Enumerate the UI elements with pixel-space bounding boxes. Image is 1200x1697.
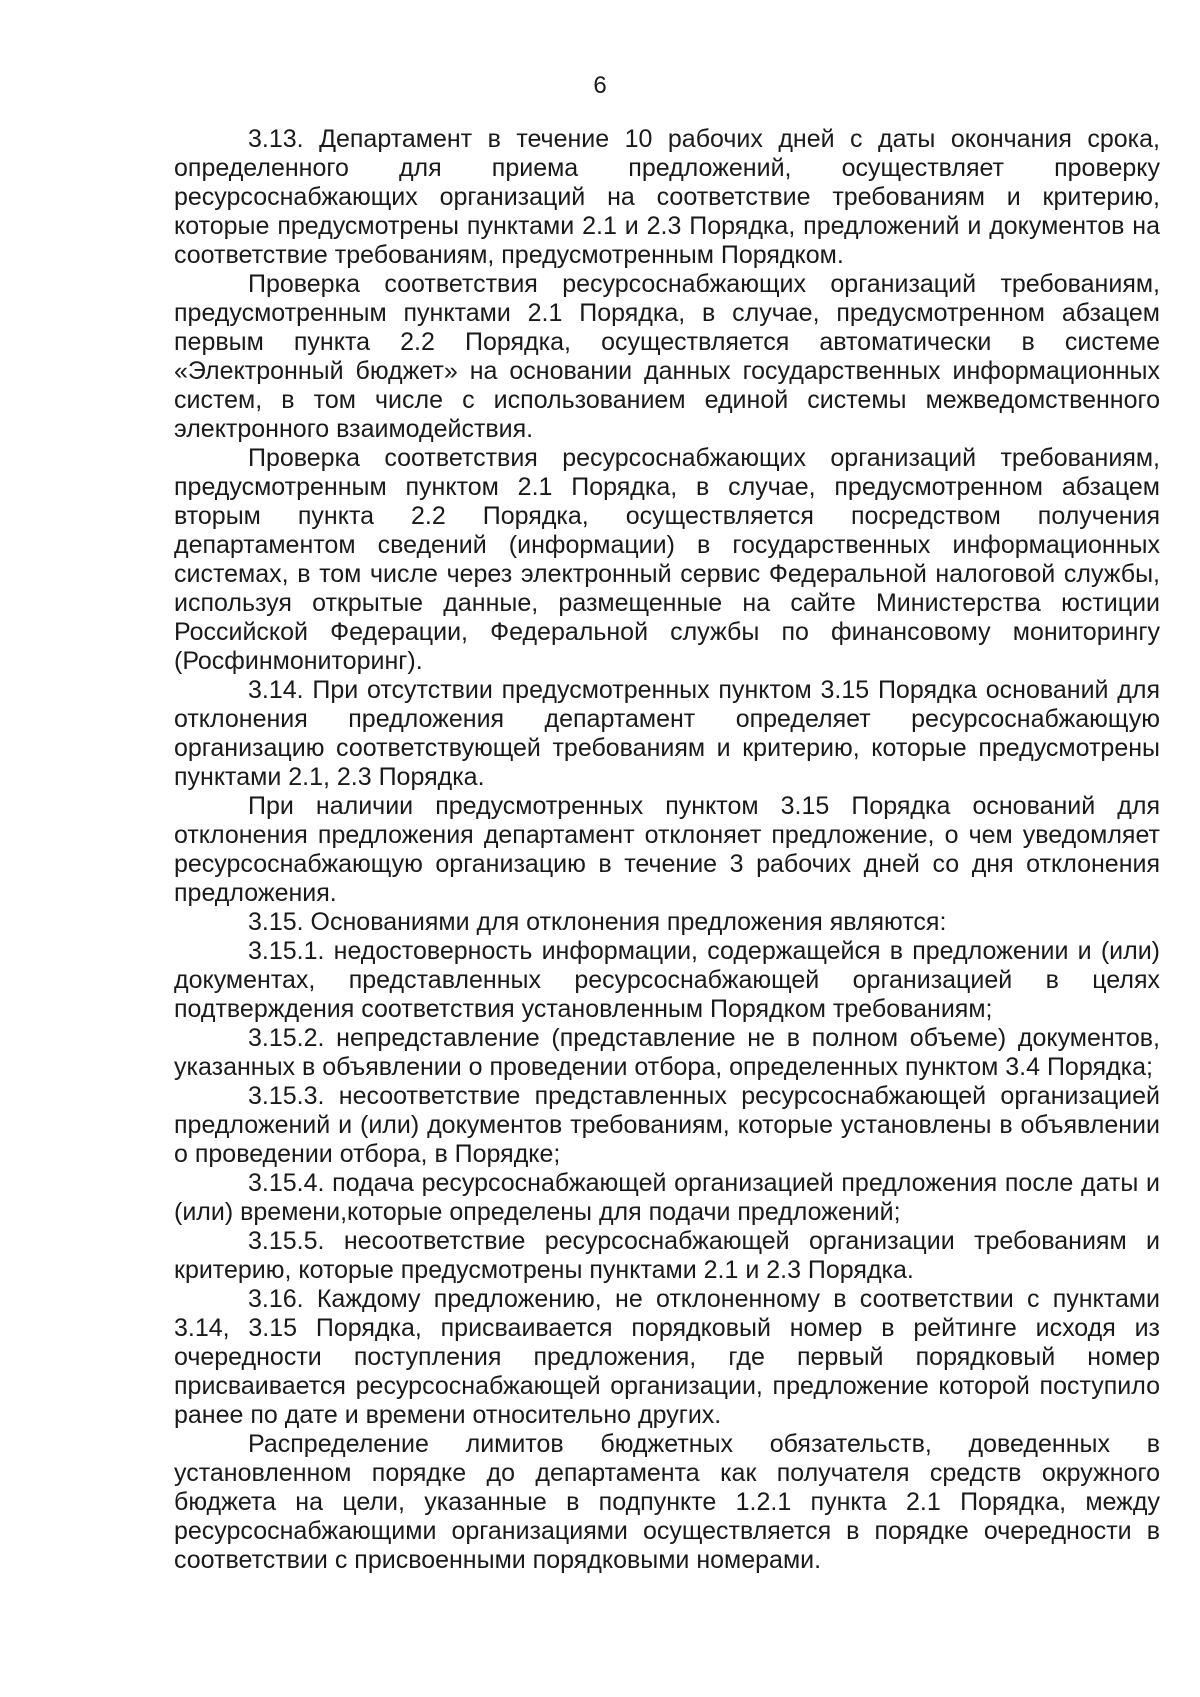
paragraph-3-15-2: 3.15.2. непредставление (представление не в полном объеме) документов, указанных в объявлении о проведении отбора, определенных пунктом 3.4 Порядка;: [174, 1024, 1160, 1081]
paragraph-limits-distribution: Распределение лимитов бюджетных обязательств, доведенных в установленном порядке до департамента как получателя средств окружного бюджета на цели, указанные в подпункте 1.2.1 пункта 2.1 Порядка, между ресурсоснабжающими организациями осуществляется в порядке очередности в соответствии с присвоенными порядковыми номерами.: [174, 1430, 1160, 1574]
paragraph-check-automatic: Проверка соответствия ресурсоснабжающих организаций требованиям, предусмотренным пунктами 2.1 Порядка, в случае, предусмотренном абзацем первым пункта 2.2 Порядка, осуществляется автоматически в системе «Электронный бюджет» на основании данных государственных информационных систем, в том числе с использованием единой системы межведомственного электронного взаимодействия.: [174, 270, 1160, 443]
paragraph-3-15: 3.15. Основаниями для отклонения предложения являются:: [248, 908, 947, 936]
page-number: 6: [593, 72, 607, 99]
document-body: [174, 125, 1160, 1575]
paragraph-3-14: 3.14. При отсутствии предусмотренных пунктом 3.15 Порядка оснований для отклонения предложения департамент определяет ресурсоснабжающую организацию соответствующей требованиям и критерию, которые предусмотрены пунктами 2.1, 2.3 Порядка.: [174, 676, 1160, 791]
paragraph-3-13: 3.13. Департамент в течение 10 рабочих дней с даты окончания срока, определенного для приема предложений, осуществляет проверку ресурсоснабжающих организаций на соответствие требованиям и критерию, которые предусмотрены пунктами 2.1 и 2.3 Порядка, предложений и документов на соответствие требованиям, предусмотренным Порядком.: [174, 125, 1160, 269]
paragraph-3-15-4: 3.15.4. подача ресурсоснабжающей организацией предложения после даты и (или) времени,которые определены для подачи предложений;: [174, 1169, 1160, 1226]
paragraph-3-15-3: 3.15.3. несоответствие представленных ресурсоснабжающей организацией предложений и (или) документов требованиям, которые установлены в объявлении о проведении отбора, в Порядке;: [174, 1082, 1160, 1168]
paragraph-3-15-5: 3.15.5. несоответствие ресурсоснабжающей организации требованиям и критерию, которые предусмотрены пунктами 2.1 и 2.3 Порядка.: [174, 1227, 1160, 1284]
paragraph-3-15-1: 3.15.1. недостоверность информации, содержащейся в предложении и (или) документах, представленных ресурсоснабжающей организацией в целях подтверждения соответствия установленным Порядком требованиям;: [174, 937, 1160, 1023]
paragraph-check-manual: Проверка соответствия ресурсоснабжающих организаций требованиям, предусмотренным пунктом 2.1 Порядка, в случае, предусмотренном абзацем вторым пункта 2.2 Порядка, осуществляется посредством получения департаментом сведений (информации) в государственных информационных системах, в том числе через электронный сервис Федеральной налоговой службы, используя открытые данные, размещенные на сайте Министерства юстиции Российской Федерации, Федеральной службы по финансовому мониторингу (Росфинмониторинг).: [174, 444, 1160, 675]
paragraph-3-16: 3.16. Каждому предложению, не отклоненному в соответствии с пунктами 3.14, 3.15 Порядка, присваивается порядковый номер в рейтинге исходя из очередности поступления предложения, где первый порядковый номер присваивается ресурсоснабжающей организации, предложение которой поступило ранее по дате и времени относительно других.: [174, 1285, 1160, 1429]
paragraph-rejection-notice: При наличии предусмотренных пунктом 3.15 Порядка оснований для отклонения предложения департамент отклоняет предложение, о чем уведомляет ресурсоснабжающую организацию в течение 3 рабочих дней со дня отклонения предложения.: [174, 792, 1160, 907]
